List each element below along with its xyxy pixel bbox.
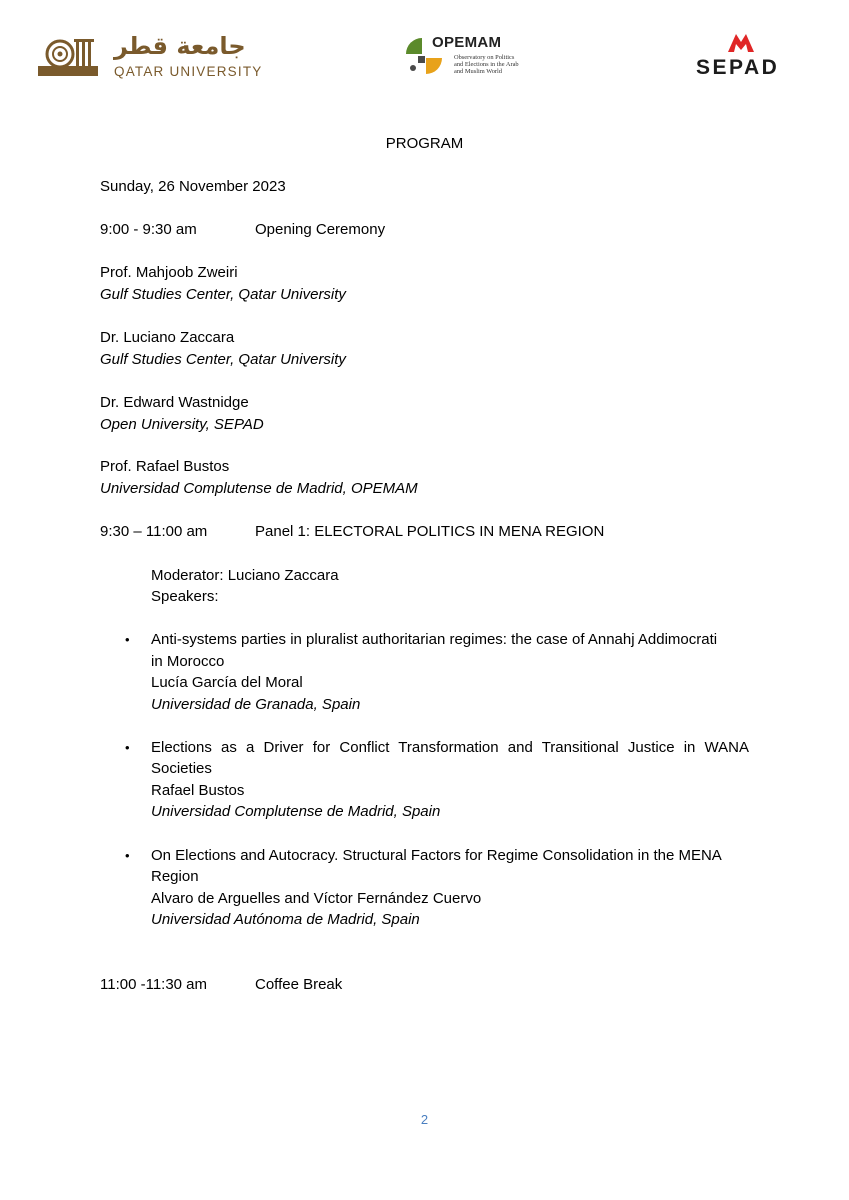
panel1-label: Panel 1: ELECTORAL POLITICS IN MENA REGION [255,523,605,540]
talk-title-continued: Societies [151,760,212,777]
talk-affiliation: Universidad Autónoma de Madrid, Spain [151,911,420,928]
coffee-time: 11:00 -11:30 am [100,976,208,993]
qatar-university-emblem-icon [36,36,100,78]
panel1-time: 9:30 – 11:00 am [100,523,208,540]
talk-title: Anti-systems parties in pluralist authoritarian regimes: the case of Annahj Addimocrati [151,631,718,648]
program-title: PROGRAM [385,135,464,152]
speaker-affiliation: Gulf Studies Center, Qatar University [100,286,346,303]
bullet-icon: • [125,740,130,755]
talk-speaker: Alvaro de Arguelles and Víctor Fernández Cuervo [151,890,482,907]
opemam-logo [402,34,532,82]
talk-title-continued: in Morocco [151,653,225,670]
speaker-affiliation: Universidad Complutense de Madrid, OPEMAM [100,480,418,497]
opemam-subtitle-line: Observatory on Politics [454,54,515,61]
panel1-moderator: Moderator: Luciano Zaccara [151,567,339,584]
talk-title-continued: Region [151,868,199,885]
speaker-affiliation: Open University, SEPAD [100,416,264,433]
speaker-name: Prof. Rafael Bustos [100,458,230,475]
talk-title: Elections as a Driver for Conflict Transformation and Transitional Justice in WANA [151,739,749,756]
speaker-name: Dr. Edward Wastnidge [100,394,249,411]
sepad-logo [696,30,792,80]
talk-affiliation: Universidad de Granada, Spain [151,696,361,713]
bullet-icon: • [125,848,130,863]
panel1-speakers-label: Speakers: [151,588,219,605]
opening-time: 9:00 - 9:30 am [100,221,197,238]
page-number: 2 [420,1112,429,1127]
opening-label: Opening Ceremony [255,221,386,238]
talk-speaker: Rafael Bustos [151,782,245,799]
program-date: Sunday, 26 November 2023 [100,178,286,195]
talk-title: On Elections and Autocracy. Structural Factors for Regime Consolidation in the MENA [151,847,722,864]
qatar-university-arabic-name: جامعة قطر [114,32,246,60]
opemam-subtitle-line: and Muslim World [454,68,503,76]
qatar-university-english-name: QATAR UNIVERSITY [114,64,263,79]
talk-speaker: Lucía García del Moral [151,674,303,691]
opemam-subtitle [454,54,534,76]
speaker-name: Prof. Mahjoob Zweiri [100,264,238,281]
speaker-name: Dr. Luciano Zaccara [100,329,235,346]
bullet-icon: • [125,632,130,647]
qatar-university-logo [36,32,263,82]
speaker-affiliation: Gulf Studies Center, Qatar University [100,351,346,368]
talk-affiliation: Universidad Complutense de Madrid, Spain [151,803,441,820]
sepad-mark-icon [726,30,756,54]
coffee-label: Coffee Break [255,976,343,993]
opemam-title: OPEMAM [432,34,502,51]
sepad-text: SEPAD [696,56,780,79]
opemam-subtitle-line: and Elections in the Arab [454,61,519,69]
